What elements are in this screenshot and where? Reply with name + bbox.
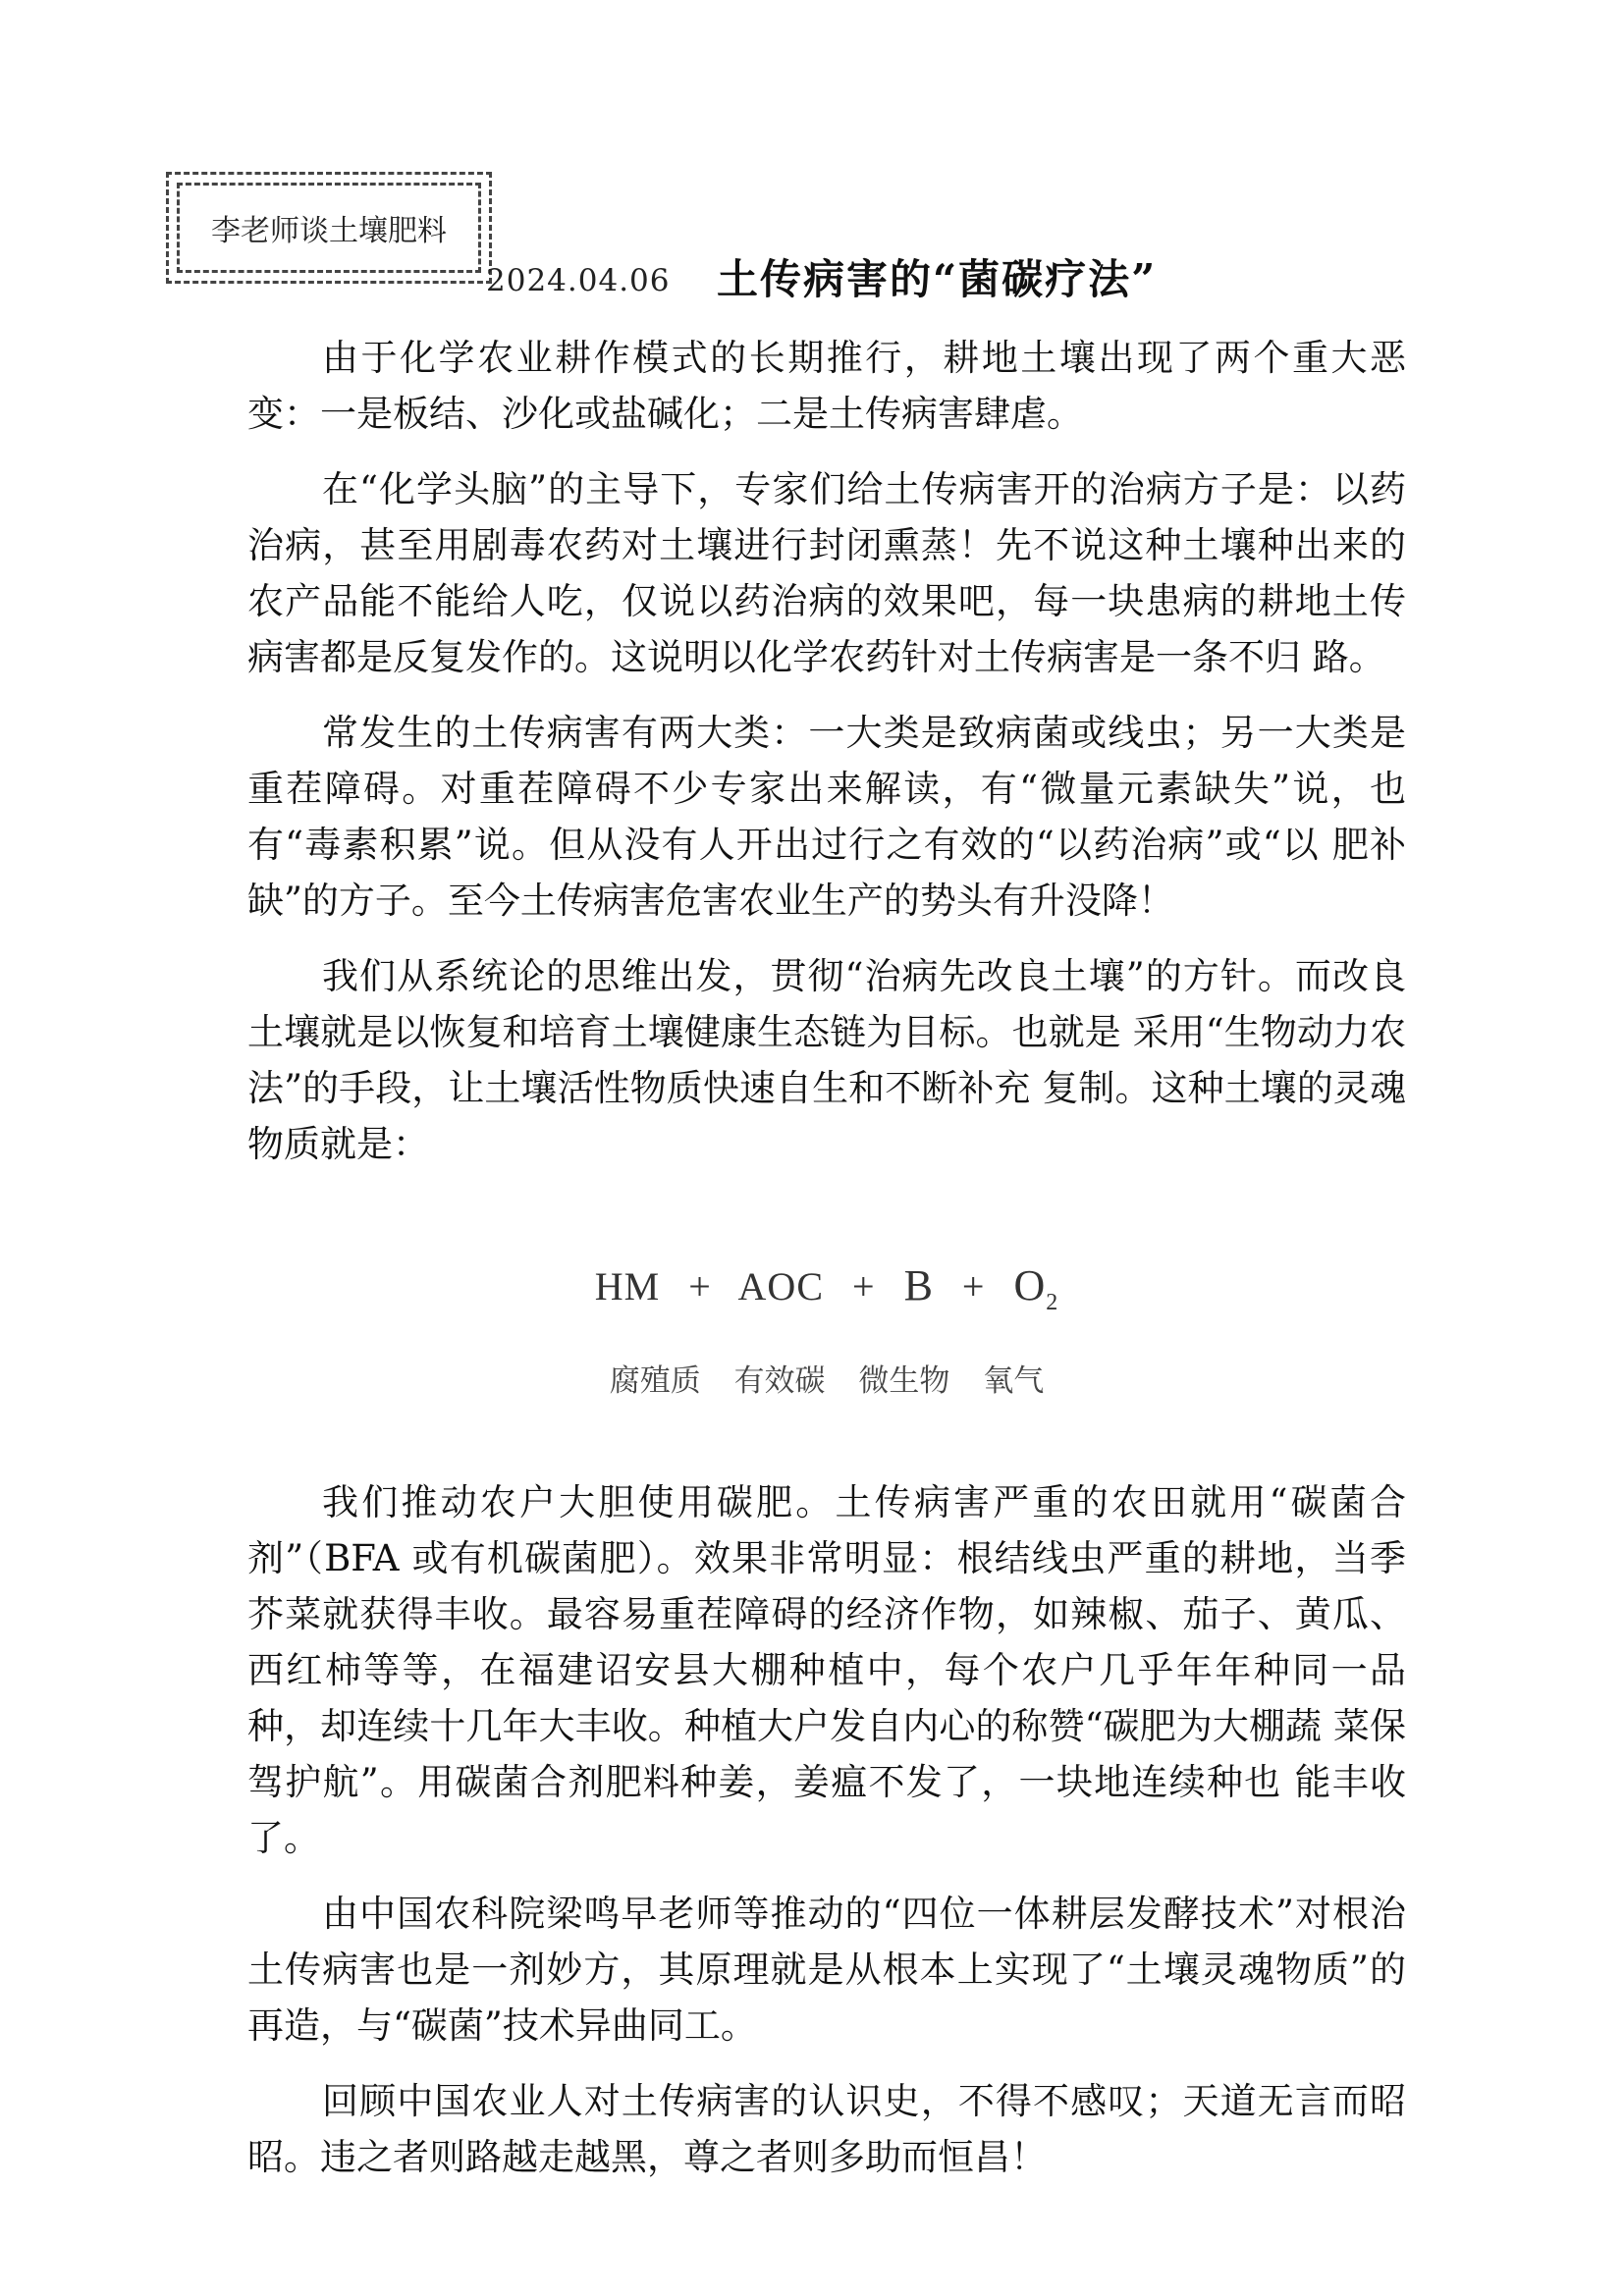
paragraph: 在“化学头脑”的主导下，专家们给土传病害开的治病方子是：以药治病，甚至用剧毒农药对土壤进行封闭熏蒸！先不说这种土壤种出来的农产品能不能给人吃，仅说以药治病的效果吧，每一块患病的耕地土传病害都是反复发作的。这说明以化学农药针对土传病害是一条不归 路。	[247, 468, 1406, 678]
column-label-box	[177, 183, 481, 273]
article-body	[247, 330, 1406, 2205]
formula-expression	[247, 1258, 1406, 1330]
paragraph: 回顾中国农业人对土传病害的认识史，不得不感叹；天道无言而昭昭。违之者则路越走越黑，尊之者则多助而恒昌！	[247, 2079, 1406, 2178]
formula-term-b: B	[903, 1261, 934, 1309]
formula-label: 有效碳	[733, 1362, 826, 1399]
paragraph: 我们推动农户大胆使用碳肥。土传病害严重的农田就用“碳菌合剂”（BFA 或有机碳菌肥）。效果非常明显：根结线虫严重的耕地，当季芥菜就获得丰收。最容易重茬障碍的经济作物，如辣椒、茄子、黄瓜、 西红柿等等，在福建诏安县大棚种植中，每个农户几乎年年种同一品 种，却连续十几年大丰收。种植大户发自内心的称赞“碳肥为大棚蔬 菜保驾护航”。用碳菌合剂肥料种姜，姜瘟不发了，一块地连续种也 能丰收了。	[247, 1480, 1406, 1859]
formula-label: 氧气	[983, 1362, 1045, 1399]
paragraph: 由于化学农业耕作模式的长期推行，耕地土壤出现了两个重大恶变：一是板结、沙化或盐碱化；二是土传病害肆虐。	[247, 337, 1406, 435]
formula-term-hm: HM	[594, 1264, 661, 1308]
formula-term-o2	[1013, 1261, 1059, 1315]
formula-operator: +	[688, 1264, 712, 1308]
formula-operator: +	[852, 1264, 876, 1308]
formula-term-o: O	[1013, 1261, 1047, 1309]
formula-label: 微生物	[858, 1362, 950, 1399]
formula-labels	[247, 1356, 1406, 1400]
formula-operator: +	[961, 1264, 986, 1308]
article-title: 土传病害的“菌碳疗法”	[717, 255, 1158, 303]
article-date: 2024.04.06	[486, 263, 671, 298]
paragraph: 由中国农科院梁鸣早老师等推动的“四位一体耕层发酵技术”对根治土传病害也是一剂妙方，其原理就是从根本上实现了“土壤灵魂物质”的再造，与“碳菌”技术异曲同工。	[247, 1892, 1406, 2047]
paragraph: 常发生的土传病害有两大类：一大类是致病菌或线虫；另一大类是重茬障碍。对重茬障碍不少专家出来解读，有“微量元素缺失”说，也有“毒素积累”说。但从没有人开出过行之有效的“以药治病”或“以 肥补缺”的方子。至今土传病害危害农业生产的势头有升没降！	[247, 712, 1406, 922]
formula-subscript: 2	[1046, 1289, 1059, 1315]
formula-term-aoc: AOC	[737, 1264, 824, 1308]
soil-soul-formula	[247, 1258, 1406, 1400]
column-label: 李老师谈土壤肥料	[211, 214, 447, 248]
formula-label: 腐殖质	[609, 1362, 701, 1399]
paragraph: 我们从系统论的思维出发，贯彻“治病先改良土壤”的方针。而改良土壤就是以恢复和培育土壤健康生态链为目标。也就是 采用“生物动力农法”的手段，让土壤活性物质快速自生和不断补充 复制。这种土壤的灵魂物质就是：	[247, 955, 1406, 1165]
